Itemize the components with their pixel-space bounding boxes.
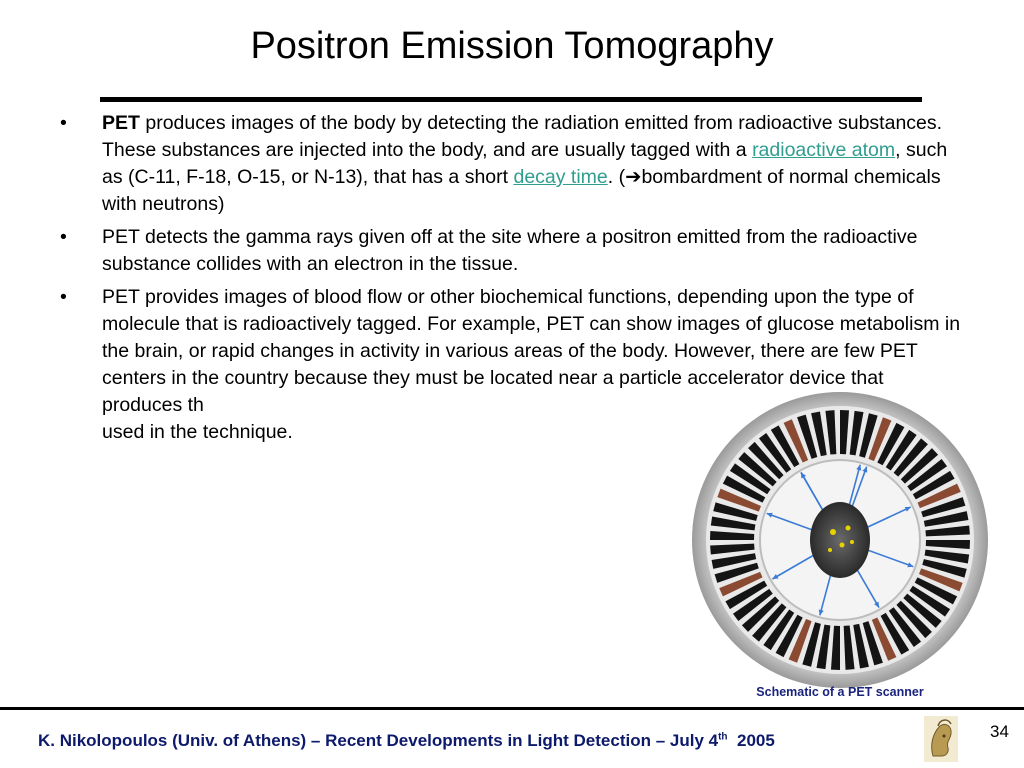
footer-text (38, 731, 775, 751)
bullet-item (56, 224, 968, 278)
arrow-right-icon: ➔ (625, 166, 642, 188)
activity-spot (850, 540, 854, 544)
bullet-text: bombardment of normal chemicals with neutrons) (102, 166, 941, 215)
pet-scanner-figure (690, 390, 990, 690)
bullet-dot: • (60, 286, 67, 308)
bullet-text: PET provides images of blood flow or other biochemical functions, depending upon the type of molecule that is radioactively tagged. For example, PET can show images of glucose metabolism in the brain, or rapid changes in activity in various areas of the body. However, there are few PET centers in the country because they must be located near a particle accelerator device that produces th (102, 286, 961, 416)
bullet-text: produces images of the body by detecting the radiation emitted from radioactive substances. These substances are injected into the body, and are usually tagged with a (102, 112, 943, 161)
brain-image (810, 502, 870, 578)
page-number: 34 (990, 722, 1009, 741)
bullet-bold-term: PET (102, 112, 140, 134)
figure-caption: Schematic of a PET scanner (756, 685, 924, 699)
radioactive-atom-link[interactable]: radioactive atom (752, 139, 896, 161)
title-underline (100, 97, 922, 102)
bullet-text: . ( (607, 166, 626, 188)
footer-year: 2005 (727, 731, 775, 750)
activity-spot (830, 529, 836, 535)
activity-spot (846, 526, 851, 531)
activity-spot (840, 543, 845, 548)
bullet-text: , such as (C-11, F-18, O-15, or N-13), that has a short (102, 139, 948, 188)
bullet-dot: • (60, 226, 67, 248)
bullet-text: PET detects the gamma rays given off at the site where a positron emitted from the radioactive substance collides with an electron in the tissue. (102, 226, 918, 275)
footer-rule (0, 707, 1024, 710)
bullet-text-continued: used in the technique. (102, 421, 293, 443)
footer-superscript: th (718, 731, 728, 743)
footer-main: K. Nikolopoulos (Univ. of Athens) – Recent Developments in Light Detection – July 4 (38, 731, 719, 750)
athena-logo-icon (924, 716, 958, 762)
decay-time-link[interactable]: decay time (513, 166, 608, 188)
slide-title: Positron Emission Tomography (250, 25, 774, 67)
bullet-dot: • (60, 112, 67, 134)
bullet-item (56, 110, 968, 218)
activity-spot (828, 548, 832, 552)
